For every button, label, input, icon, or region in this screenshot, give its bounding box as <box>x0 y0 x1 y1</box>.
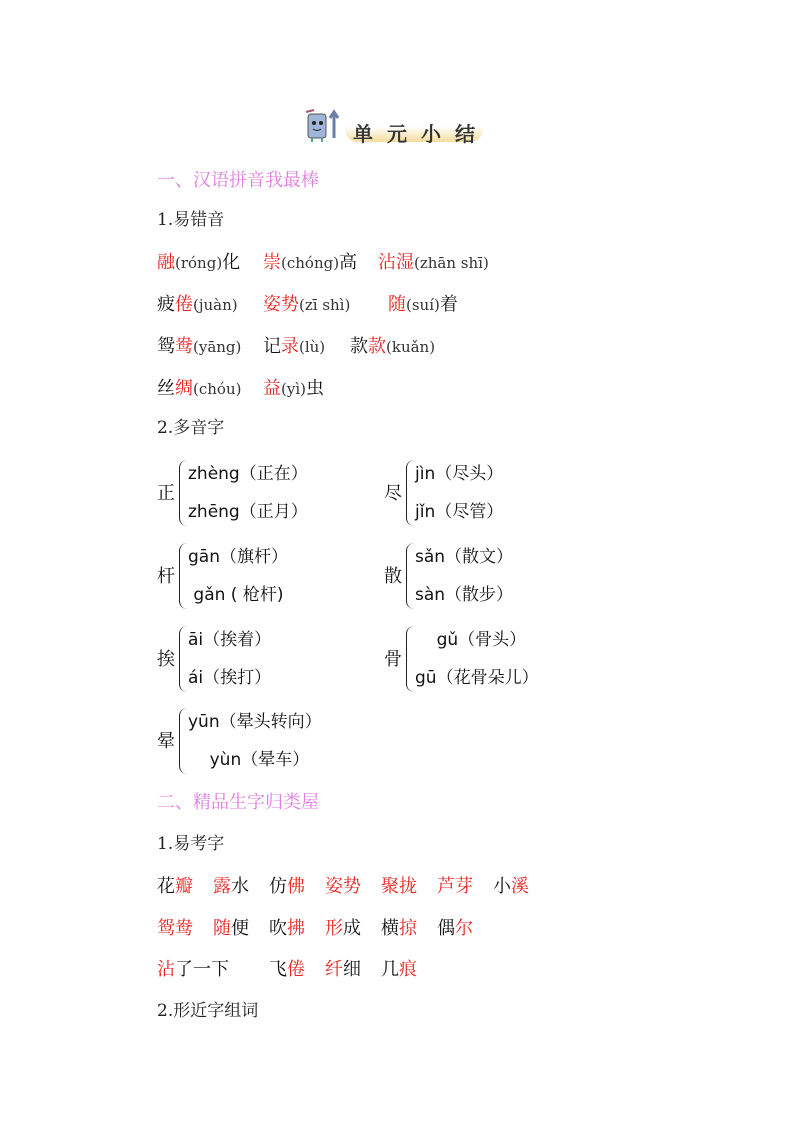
polyphone-reading: ái（挨打） <box>188 668 272 688</box>
brace <box>179 460 187 526</box>
hanzi: 瓣 <box>175 876 193 897</box>
hanzi: 偶 <box>437 918 455 939</box>
word-item <box>325 878 361 896</box>
polyphone-reading: gǎn ( 枪杆) <box>188 585 284 605</box>
word-item <box>381 961 417 979</box>
hanzi: 吹 <box>269 918 287 939</box>
polyphone-char: 骨 <box>384 649 402 670</box>
pinyin: (juàn) <box>193 296 238 314</box>
hanzi: 倦 <box>175 294 193 315</box>
pronunciation-item <box>157 296 238 314</box>
word-item <box>213 878 249 896</box>
word-item <box>437 920 473 938</box>
pronunciation-item <box>263 254 357 272</box>
hanzi: 录 <box>281 336 299 357</box>
pronunciation-item <box>350 338 435 356</box>
title-char: 结 <box>455 122 475 146</box>
hanzi: 倦 <box>287 959 305 980</box>
brace <box>179 708 187 774</box>
pronunciation-item <box>263 296 350 314</box>
pronunciation-item <box>388 296 458 314</box>
hanzi: 拂 <box>287 918 305 939</box>
title-banner <box>345 116 483 146</box>
word-item <box>493 878 529 896</box>
polyphone-char: 散 <box>384 566 402 587</box>
hanzi: 细 <box>343 959 361 980</box>
word-item <box>157 961 229 979</box>
word-item <box>213 920 249 938</box>
hanzi: 露 <box>213 876 231 897</box>
hanzi: 绸 <box>175 378 193 399</box>
word-item <box>381 878 417 896</box>
brace <box>179 543 187 609</box>
hanzi: 佛 <box>287 876 305 897</box>
hanzi: 尔 <box>455 918 473 939</box>
brace <box>406 460 414 526</box>
pinyin: (lù) <box>299 338 326 356</box>
pinyin: (kuǎn) <box>386 338 436 356</box>
pinyin: (zī shì) <box>299 296 351 314</box>
pronunciation-item <box>157 380 241 398</box>
section-heading: 一、汉语拼音我最棒 <box>157 170 319 191</box>
pinyin: (yì) <box>281 380 306 398</box>
hanzi: 款 <box>368 336 386 357</box>
word-item <box>157 920 193 938</box>
polyphone-reading: zhēng（正月） <box>188 502 308 522</box>
subheading: 2.多音字 <box>157 418 225 438</box>
hanzi: 成 <box>343 918 361 939</box>
polyphone-reading: āi（挨着） <box>188 630 272 650</box>
pronunciation-item <box>263 380 324 398</box>
hanzi: 鸯 <box>175 336 193 357</box>
pronunciation-item <box>157 254 240 272</box>
hanzi: 着 <box>439 294 458 315</box>
word-item <box>437 878 473 896</box>
hanzi: 花 <box>157 876 175 897</box>
hanzi: 掠 <box>399 918 417 939</box>
brace <box>406 626 414 692</box>
hanzi: 益 <box>263 378 281 399</box>
hanzi: 虫 <box>305 378 324 399</box>
subheading: 1.易考字 <box>157 834 225 854</box>
hanzi: 随 <box>213 918 231 939</box>
hanzi: 沾 <box>157 959 175 980</box>
polyphone-reading: gǔ（骨头） <box>415 630 527 650</box>
hanzi: 姿势 <box>263 294 299 315</box>
hanzi: 高 <box>339 252 358 273</box>
hanzi: 姿势 <box>325 876 361 897</box>
polyphone-reading: sàn（散步） <box>415 585 514 605</box>
polyphone-reading: jìn（尽头） <box>415 464 504 484</box>
polyphone-char: 尽 <box>384 483 402 504</box>
polyphone-reading: gū（花骨朵儿） <box>415 668 539 688</box>
title-char: 小 <box>421 122 441 146</box>
word-item <box>325 920 361 938</box>
subheading: 1.易错音 <box>157 210 225 230</box>
brace <box>179 626 187 692</box>
hanzi: 横 <box>381 918 399 939</box>
hanzi: 飞 <box>269 959 287 980</box>
hanzi: 聚拢 <box>381 876 417 897</box>
hanzi: 纤 <box>325 959 343 980</box>
word-item <box>269 878 305 896</box>
hanzi: 丝 <box>157 378 175 399</box>
title-char: 单 <box>353 122 373 146</box>
hanzi: 款 <box>350 336 368 357</box>
polyphone-reading: yūn（晕头转向） <box>188 712 322 732</box>
hanzi: 疲 <box>157 294 175 315</box>
hanzi: 小 <box>493 876 511 897</box>
hanzi: 几 <box>381 959 399 980</box>
mascot-icon <box>302 108 342 144</box>
hanzi: 痕 <box>399 959 417 980</box>
pronunciation-item <box>263 338 325 356</box>
hanzi: 仿 <box>269 876 287 897</box>
polyphone-reading: jǐn（尽管） <box>415 502 504 522</box>
word-item <box>381 920 417 938</box>
polyphone-char: 杆 <box>157 566 175 587</box>
polyphone-char: 晕 <box>157 731 175 752</box>
hanzi: 便 <box>231 918 249 939</box>
word-item <box>157 878 193 896</box>
polyphone-reading: yùn（晕车） <box>188 750 310 770</box>
brace <box>406 543 414 609</box>
title-char: 元 <box>387 122 407 146</box>
subheading: 2.形近字组词 <box>157 1001 259 1021</box>
hanzi: 化 <box>222 252 241 273</box>
polyphone-char: 正 <box>157 483 175 504</box>
pronunciation-item <box>378 254 489 272</box>
pinyin: (róng) <box>175 254 223 272</box>
word-item <box>269 961 305 979</box>
hanzi: 形 <box>325 918 343 939</box>
hanzi: 芦芽 <box>437 876 473 897</box>
hanzi: 鸳鸯 <box>157 918 193 939</box>
hanzi: 随 <box>388 294 406 315</box>
hanzi: 溪 <box>511 876 529 897</box>
hanzi: 鸳 <box>157 336 175 357</box>
pronunciation-item <box>157 338 241 356</box>
hanzi: 沾湿 <box>378 252 414 273</box>
hanzi: 融 <box>157 252 175 273</box>
section-heading: 二、精品生字归类屋 <box>157 792 319 813</box>
hanzi: 了一下 <box>175 959 229 980</box>
polyphone-reading: sǎn（散文） <box>415 547 514 567</box>
polyphone-reading: zhèng（正在） <box>188 464 308 484</box>
word-item <box>269 920 305 938</box>
pinyin: (yāng) <box>193 338 242 356</box>
pinyin: (chóng) <box>281 254 340 272</box>
pinyin: (suí) <box>406 296 440 314</box>
pinyin: (chóu) <box>193 380 242 398</box>
hanzi: 崇 <box>263 252 281 273</box>
hanzi: 水 <box>231 876 249 897</box>
word-item <box>325 961 361 979</box>
polyphone-char: 挨 <box>157 649 175 670</box>
pinyin: (zhān shī) <box>414 254 489 272</box>
hanzi: 记 <box>263 336 281 357</box>
polyphone-reading: gān（旗杆） <box>188 547 288 567</box>
